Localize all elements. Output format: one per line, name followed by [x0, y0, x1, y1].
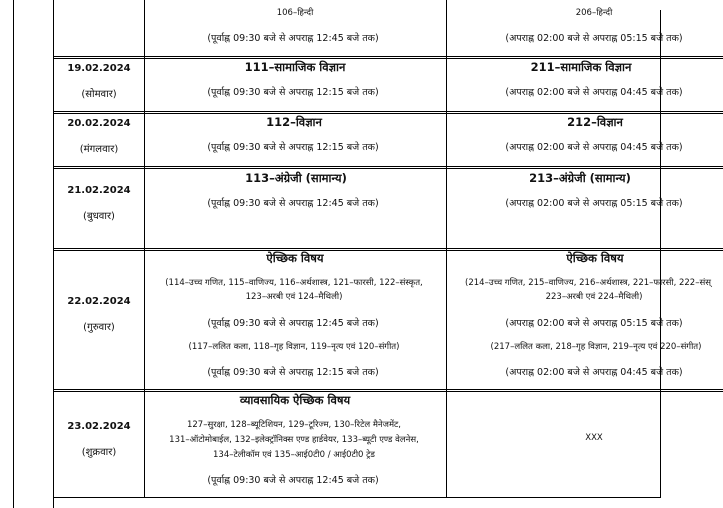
subject-codes-list: (114–उच्च गणित, 115–वाणिज्य, 116–अर्थशास्त्र, 121–फारसी, 122–संस्कृत,	[165, 278, 423, 288]
exam-date: 20.02.2024	[67, 118, 131, 129]
row-divider	[53, 113, 723, 114]
subject-codes-list: (117–ललित कला, 118–गृह विज्ञान, 119–नृत्य एवं 120–संगीत)	[188, 342, 400, 352]
subject-name: 211–सामाजिक विज्ञान	[530, 60, 632, 74]
subject-codes-list: 131–ऑटोमोबाईल, 132–इलेक्ट्रॉनिक्स एण्ड हार्डवेयर, 133–ब्यूटी एण्ड वेलनेस,	[169, 435, 419, 445]
elective-heading: ऐच्छिक विषय	[266, 251, 324, 265]
table-border-right	[660, 10, 661, 498]
row-divider	[53, 111, 723, 112]
exam-date: 21.02.2024	[67, 185, 131, 196]
exam-time: (अपराह्न 02:00 बजे से अपराह्न 04:45 बजे तक)	[505, 367, 683, 378]
elective-heading: ऐच्छिक विषय	[566, 251, 624, 265]
row-divider	[53, 248, 723, 249]
exam-time: (पूर्वाह्न 09:30 बजे से अपराह्न 12:45 बजे तक)	[207, 198, 379, 209]
exam-time: (पूर्वाह्न 09:30 बजे से अपराह्न 12:45 बजे तक)	[207, 33, 379, 44]
subject-codes-list: 127–सुरक्षा, 128–ब्यूटिशियन, 129–टूरिज्म, 130–रिटेल मैनेजमेंट,	[186, 420, 402, 430]
exam-date: 19.02.2024	[67, 63, 131, 74]
exam-time: (अपराह्न 02:00 बजे से अपराह्न 04:45 बजे तक)	[505, 87, 683, 98]
exam-day: (मंगलवार)	[79, 144, 119, 155]
subject-codes-list: (217–ललित कला, 218–गृह विज्ञान, 219–नृत्य एवं 220–संगीत)	[490, 342, 702, 352]
exam-time: (पूर्वाह्न 09:30 बजे से अपराह्न 12:15 बजे तक)	[207, 142, 379, 153]
subject-codes-list: (214–उच्च गणित, 215–वाणिज्य, 216–अर्थशास्त्र, 221–फारसी, 222–संस्	[465, 278, 711, 288]
row-divider	[53, 391, 723, 392]
row-divider	[53, 56, 723, 57]
subject-name: 212–विज्ञान	[567, 115, 623, 129]
table-border-date-left	[53, 0, 54, 508]
exam-day: (बुधवार)	[83, 211, 115, 222]
subject-name: 113–अंग्रेजी (सामान्य)	[245, 171, 347, 185]
exam-time: (पूर्वाह्न 09:30 बजे से अपराह्न 12:15 बजे तक)	[207, 367, 379, 378]
exam-day: (सोमवार)	[81, 89, 117, 100]
subject-name: 213–अंग्रेजी (सामान्य)	[529, 171, 631, 185]
subject-codes-list: 123–अरबी एवं 124–मैथिली)	[245, 292, 343, 302]
exam-time: (अपराह्न 02:00 बजे से अपराह्न 05:15 बजे तक)	[505, 198, 683, 209]
exam-time: (अपराह्न 02:00 बजे से अपराह्न 04:45 बजे तक)	[505, 142, 683, 153]
subject-code: 206–हिन्दी	[575, 8, 613, 18]
subject-codes-list: 134–टेलीकॉम एवं 135–आई0टी0 / आई0टी0 ट्रेड	[213, 450, 375, 460]
subject-code: 106–हिन्दी	[276, 8, 314, 18]
row-divider	[53, 58, 723, 59]
subject-codes-list: 223–अरबी एवं 224–मैथिली)	[545, 292, 643, 302]
exam-time: (पूर्वाह्न 09:30 बजे से अपराह्न 12:15 बजे तक)	[207, 87, 379, 98]
row-divider	[53, 166, 723, 167]
table-border-date-right	[144, 0, 145, 498]
vocational-heading: व्यावसायिक ऐच्छिक विषय	[239, 393, 351, 407]
exam-day: (गुरुवार)	[83, 322, 115, 333]
table-bottom-border	[53, 497, 661, 498]
exam-day: (शुक्रवार)	[81, 447, 117, 458]
exam-date: 23.02.2024	[67, 421, 131, 432]
exam-time: (अपराह्न 02:00 बजे से अपराह्न 05:15 बजे तक)	[505, 318, 683, 329]
subject-name: 112–विज्ञान	[266, 115, 322, 129]
table-border-left	[13, 0, 14, 508]
no-exam-placeholder: XXX	[585, 433, 603, 443]
row-divider	[53, 389, 723, 390]
exam-time: (पूर्वाह्न 09:30 बजे से अपराह्न 12:45 बजे तक)	[207, 475, 379, 486]
table-border-shift-divider	[446, 0, 447, 498]
exam-date: 22.02.2024	[67, 296, 131, 307]
exam-time: (अपराह्न 02:00 बजे से अपराह्न 05:15 बजे तक)	[505, 33, 683, 44]
subject-name: 111–सामाजिक विज्ञान	[244, 60, 346, 74]
exam-time: (पूर्वाह्न 09:30 बजे से अपराह्न 12:45 बजे तक)	[207, 318, 379, 329]
row-divider	[53, 168, 723, 169]
